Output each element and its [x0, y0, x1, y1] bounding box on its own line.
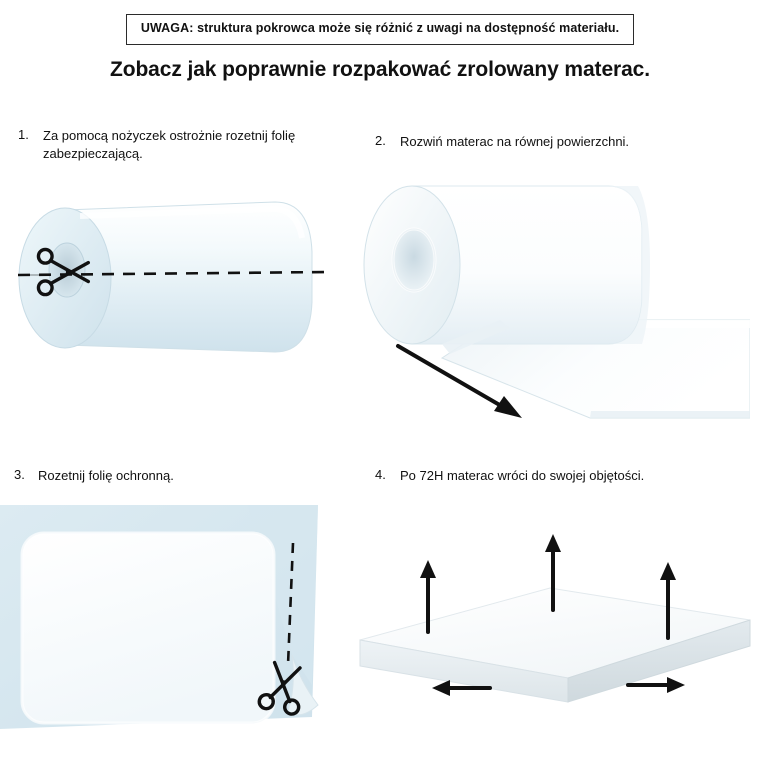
step-3-number: 3.: [14, 467, 25, 482]
step-3-illustration: [0, 505, 340, 745]
step-4-number: 4.: [375, 467, 386, 482]
notice-text: UWAGA: struktura pokrowca może się różnić z uwagi na dostępność materiału.: [126, 14, 634, 45]
step-1-number: 1.: [18, 127, 29, 142]
step-1-label: Za pomocą nożyczek ostrożnie rozetnij folię zabezpieczającą.: [43, 128, 296, 161]
step-2-number: 2.: [375, 133, 386, 148]
step-4-label: Po 72H materac wróci do swojej objętości.: [400, 468, 645, 483]
step-2-illustration: [350, 168, 750, 428]
notice-banner: [0, 14, 760, 45]
step-3-label: Rozetnij folię ochronną.: [38, 468, 174, 483]
step-4-illustration: [350, 520, 760, 740]
step-1-illustration: [10, 180, 340, 380]
page-title: Zobacz jak poprawnie rozpakować zrolowany materac.: [110, 58, 650, 81]
step-2-label: Rozwiń materac na równej powierzchni.: [400, 134, 630, 149]
